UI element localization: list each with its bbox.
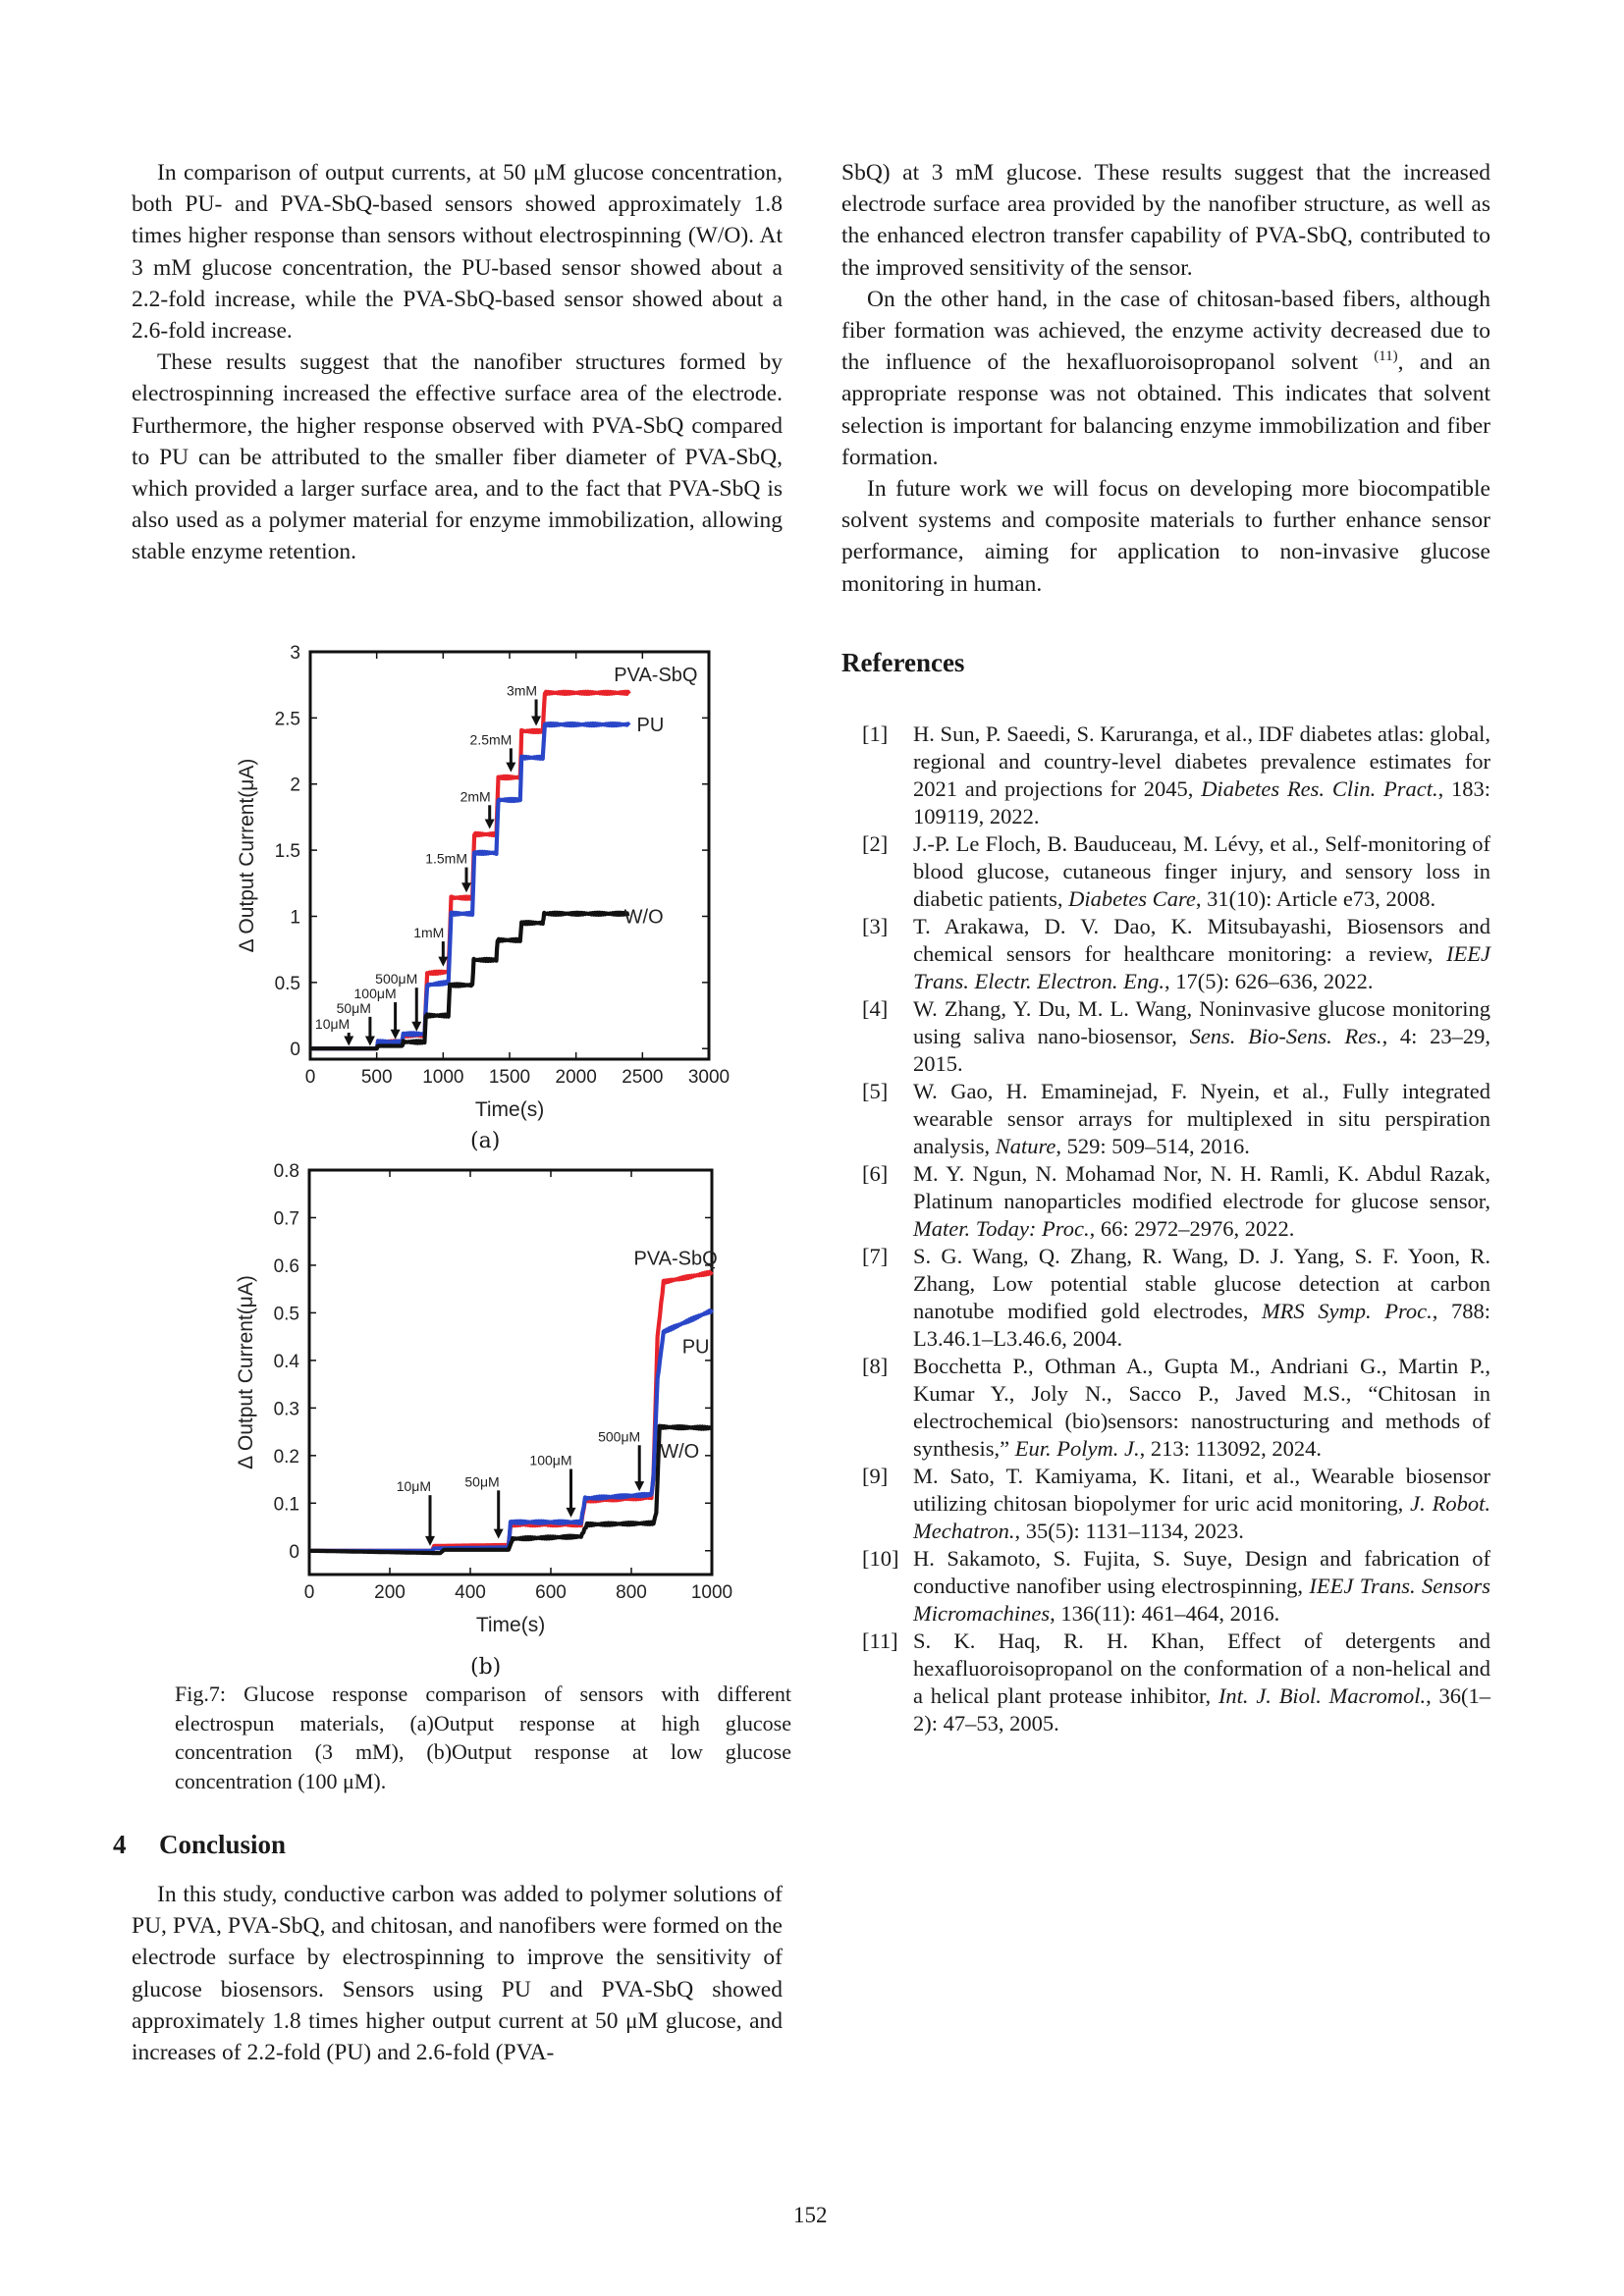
concentration-annotation xyxy=(397,1478,435,1546)
svg-text:200: 200 xyxy=(374,1582,406,1603)
section-number: 4 xyxy=(113,1830,127,1859)
svg-text:3000: 3000 xyxy=(687,1067,731,1088)
svg-text:2: 2 xyxy=(290,774,300,796)
figure-sublabel-b: (b) xyxy=(470,1655,502,1680)
reference-text: M. Y. Ngun, N. Mohamad Nor, N. H. Ramli, K. Abdul Razak, Platinum nanoparticles modified electrode for glucose sensor, Mater. Today: Proc., 66: 2972–2976, 2022. xyxy=(913,1161,1490,1241)
paragraph: In this study, conductive carbon was added to polymer solutions of PU, PVA, PVA-SbQ, and chitosan, and nanofibers were formed on the electrode surface by electrospinning to improve the sensitivity of glucose biosensors. Sensors using PU and PVA-SbQ showed approximately 1.8 times higher output current at 50 μM glucose, and increases of 2.2-fold (PU) and 2.6-fold (PVA- xyxy=(132,1882,783,2066)
paragraph: These results suggest that the nanofiber structures formed by electrospinning increased the effective surface area of the electrode. Furthermore, the higher response observed with PVA-SbQ compared to PU can be attributed to the smaller fiber diameter of PVA-SbQ, which provided a larger surface area, and to the fact that PVA-SbQ is also used as a polymer material for enzyme immobilization, allowing stable enzyme retention. xyxy=(132,349,783,565)
reference-text: T. Arakawa, D. V. Dao, K. Mitsubayashi, Biosensors and chemical sensors for healthcare monitoring: a review, IEEJ Trans. Electr. Electron. Eng., 17(5): 626–636, 2022. xyxy=(913,914,1490,993)
svg-text:500μM: 500μM xyxy=(375,971,418,988)
left-column-text xyxy=(132,157,783,568)
reference-item xyxy=(862,913,1490,995)
svg-text:1500: 1500 xyxy=(488,1067,531,1088)
concentration-annotation xyxy=(425,851,471,893)
svg-text:500μM: 500μM xyxy=(598,1428,641,1445)
journal-name: IEEJ Trans. Electr. Electron. Eng. xyxy=(913,941,1490,993)
reference-text: S. K. Haq, R. H. Khan, Effect of detergents and hexafluoroisopropanol on the conformation of a non-helical and a helical plant protease inhibitor, Int. J. Biol. Macromol., 36(1–2): 47–53, 2005. xyxy=(913,1629,1490,1735)
concentration-annotation xyxy=(529,1453,575,1518)
svg-text:0: 0 xyxy=(304,1067,316,1088)
series-label: PU xyxy=(681,1336,710,1359)
svg-text:800: 800 xyxy=(616,1582,647,1603)
right-column-text xyxy=(841,157,1490,600)
svg-text:Time(s): Time(s) xyxy=(475,1614,546,1636)
concentration-annotation xyxy=(464,1473,503,1538)
reference-item xyxy=(862,1463,1490,1545)
series-label: PVA-SbQ xyxy=(633,1248,718,1270)
reference-text: H. Sun, P. Saeedi, S. Karuranga, et al., IDF diabetes atlas: global, regional and country-level diabetes prevalence estimates for 2021 and projections for 2045, Diabetes Res. Clin. Pract., 183: 109119, 2022. xyxy=(913,721,1490,828)
svg-text:Time(s): Time(s) xyxy=(474,1098,545,1121)
reference-item xyxy=(862,1160,1490,1243)
svg-text:0: 0 xyxy=(290,1040,300,1061)
svg-text:0.4: 0.4 xyxy=(273,1351,299,1372)
svg-text:0.3: 0.3 xyxy=(273,1399,299,1420)
figure-sublabel-a: (a) xyxy=(470,1129,501,1153)
svg-text:1.5: 1.5 xyxy=(274,841,300,863)
series-label: W/O xyxy=(660,1440,700,1463)
svg-text:1: 1 xyxy=(290,907,300,929)
svg-text:400: 400 xyxy=(455,1582,486,1603)
svg-text:10μM: 10μM xyxy=(314,1016,351,1033)
paragraph-continuation: SbQ) at 3 mM glucose. These results suggest that the increased electrode surface area provided by the nanofiber structure, as well as the enhanced electron transfer capability of PVA-SbQ, contributed to the improved sensitivity of the sensor. xyxy=(841,160,1490,281)
reference-label: [10] xyxy=(862,1546,899,1571)
reference-label: [5] xyxy=(862,1079,889,1103)
conclusion-text xyxy=(132,1879,783,2068)
reference-item xyxy=(862,830,1490,913)
svg-text:1mM: 1mM xyxy=(413,925,445,941)
figure-7a-chart xyxy=(196,628,746,1139)
svg-text:10μM: 10μM xyxy=(396,1478,431,1495)
svg-text:2mM: 2mM xyxy=(460,788,491,805)
reference-text: W. Gao, H. Emaminejad, F. Nyein, et al., Fully integrated wearable sensor arrays for multiplexed in situ perspiration analysis, Nature, 529: 509–514, 2016. xyxy=(913,1079,1490,1158)
reference-label: [4] xyxy=(862,996,889,1021)
series-wo xyxy=(310,913,629,1048)
section-title: Conclusion xyxy=(159,1830,287,1859)
svg-text:0: 0 xyxy=(289,1541,299,1563)
journal-name: Diabetes Care xyxy=(1068,886,1196,911)
svg-text:0.8: 0.8 xyxy=(273,1161,299,1182)
journal-name: Nature xyxy=(995,1134,1056,1158)
svg-text:2000: 2000 xyxy=(555,1067,597,1088)
reference-text: H. Sakamoto, S. Fujita, S. Suye, Design and fabrication of conductive nanofiber using electrospinning, IEEJ Trans. Sensors Micromachines, 136(11): 461–464, 2016. xyxy=(913,1546,1490,1626)
reference-label: [6] xyxy=(862,1161,889,1186)
reference-item xyxy=(862,1353,1490,1463)
figure-7b-chart xyxy=(196,1148,746,1659)
concentration-annotation xyxy=(413,925,448,967)
reference-item xyxy=(862,995,1490,1078)
svg-text:2.5mM: 2.5mM xyxy=(469,731,513,748)
reference-text: Bocchetta P., Othman A., Gupta M., Andriani G., Martin P., Kumar Y., Joly N., Sacco P., Javed M.S., “Chitosan in electrochemical (bio)sensors: nanostructuring and methods of synthesis,” Eur. Polym. J., 213: 113092, 2024. xyxy=(913,1354,1490,1461)
svg-text:50μM: 50μM xyxy=(464,1473,500,1490)
svg-text:Δ Output Current(μA): Δ Output Current(μA) xyxy=(235,1275,257,1469)
svg-text:1000: 1000 xyxy=(690,1582,733,1603)
reference-label: [7] xyxy=(862,1244,889,1268)
journal-name: Int. J. Biol. Macromol. xyxy=(1218,1683,1427,1708)
journal-name: IEEJ Trans. Sensors Micromachines xyxy=(913,1574,1490,1626)
svg-text:3: 3 xyxy=(290,643,300,664)
reference-text: S. G. Wang, Q. Zhang, R. Wang, D. J. Yang, S. F. Yoon, R. Zhang, Low potential stable glucose detection at carbon nanotube modified gold electrodes, MRS Symp. Proc., 788: L3.46.1–L3.46.6, 2004. xyxy=(913,1244,1490,1351)
reference-label: [8] xyxy=(862,1354,889,1378)
journal-name: Sens. Bio-Sens. Res. xyxy=(1189,1024,1382,1048)
svg-text:1000: 1000 xyxy=(422,1067,464,1088)
series-label: W/O xyxy=(623,906,664,929)
citation: (11) xyxy=(1374,348,1398,365)
reference-text: M. Sato, T. Kamiyama, K. Iitani, et al., Wearable biosensor utilizing chitosan biopolymer for uric acid monitoring, J. Robot. Mechatron., 35(5): 1131–1134, 2023. xyxy=(913,1464,1490,1543)
reference-label: [9] xyxy=(862,1464,889,1488)
journal-name: Diabetes Res. Clin. Pract. xyxy=(1201,776,1438,801)
svg-text:Δ Output Current(μA): Δ Output Current(μA) xyxy=(236,758,258,953)
svg-text:2.5: 2.5 xyxy=(274,709,300,730)
svg-text:0.7: 0.7 xyxy=(273,1208,299,1230)
concentration-annotation xyxy=(460,788,495,828)
paragraph: On the other hand, in the case of chitosan-based fibers, although fiber formation was achieved, the enzyme activity decreased due to the influence of the hexafluoroisopropanol solvent $^{(11)}$, and an appropriate response was not obtained. This indicates that solvent selection is important for balancing enzyme immobilization and fiber formation. xyxy=(841,286,1490,470)
svg-text:0.6: 0.6 xyxy=(273,1255,299,1277)
concentration-annotation xyxy=(507,682,541,725)
section-heading-conclusion xyxy=(113,1830,286,1860)
journal-name: Eur. Polym. J. xyxy=(1014,1436,1140,1461)
page-number: 152 xyxy=(793,2203,828,2227)
reference-text: J.-P. Le Floch, B. Bauduceau, M. Lévy, et al., Self-monitoring of blood glucose, cutaneous finger injury, and sensory loss in diabetic patients, Diabetes Care, 31(10): Article e73, 2008. xyxy=(913,831,1490,911)
svg-text:0.5: 0.5 xyxy=(274,973,300,994)
svg-text:0.1: 0.1 xyxy=(273,1494,299,1516)
series-pu xyxy=(309,1309,712,1551)
svg-text:3mM: 3mM xyxy=(506,682,538,699)
paragraph: In comparison of output currents, at 50 μM glucose concentration, both PU- and PVA-SbQ-based sensors showed approximately 1.8 times higher response than sensors without electrospinning (W/O). At 3 mM glucose concentration, the PU-based sensor showed about a 2.2-fold increase, while the PVA-SbQ-based sensor showed about a 2.6-fold increase. xyxy=(132,160,783,345)
svg-text:600: 600 xyxy=(535,1582,567,1603)
svg-text:2500: 2500 xyxy=(622,1067,664,1088)
concentration-annotation xyxy=(598,1428,644,1491)
journal-name: Mater. Today: Proc. xyxy=(913,1216,1090,1241)
series-label: PVA-SbQ xyxy=(614,664,698,686)
reference-item xyxy=(862,1078,1490,1160)
journal-name: MRS Symp. Proc. xyxy=(1261,1299,1433,1323)
reference-label: [1] xyxy=(862,721,889,746)
concentration-annotation xyxy=(470,731,516,772)
reference-item xyxy=(862,721,1490,830)
svg-text:0: 0 xyxy=(303,1582,315,1603)
svg-text:50μM: 50μM xyxy=(336,999,371,1016)
reference-label: [2] xyxy=(862,831,889,856)
concentration-annotation xyxy=(315,1016,353,1046)
svg-text:100μM: 100μM xyxy=(353,986,397,1002)
reference-item xyxy=(862,1243,1490,1353)
references-heading: References xyxy=(841,648,965,677)
figure-caption: Fig.7: Glucose response comparison of sensors with different electrospun materials, (a)Output response at high glucose concentration (3 mM), (b)Output response at low glucose concentration (100 μM). xyxy=(175,1682,791,1793)
svg-text:1.5mM: 1.5mM xyxy=(425,850,468,867)
svg-text:0.2: 0.2 xyxy=(273,1446,299,1468)
svg-text:500: 500 xyxy=(360,1067,393,1088)
svg-text:0.5: 0.5 xyxy=(273,1304,299,1325)
reference-text: W. Zhang, Y. Du, M. L. Wang, Noninvasive glucose monitoring using saliva nano-biosensor, Sens. Bio-Sens. Res., 4: 23–29, 2015. xyxy=(913,996,1490,1076)
paragraph: In future work we will focus on developing more biocompatible solvent systems and composite materials to further enhance sensor performance, aiming for application to non-invasive glucose monitoring in human. xyxy=(841,476,1490,597)
svg-text:100μM: 100μM xyxy=(529,1452,572,1468)
reference-label: [3] xyxy=(862,914,889,938)
reference-label: [11] xyxy=(862,1629,898,1653)
references-list xyxy=(862,721,1490,1737)
series-label: PU xyxy=(636,715,665,737)
series-pvasbq xyxy=(309,1271,712,1550)
reference-item xyxy=(862,1628,1490,1737)
reference-item xyxy=(862,1545,1490,1628)
journal-name: J. Robot. Mechatron. xyxy=(913,1491,1490,1543)
